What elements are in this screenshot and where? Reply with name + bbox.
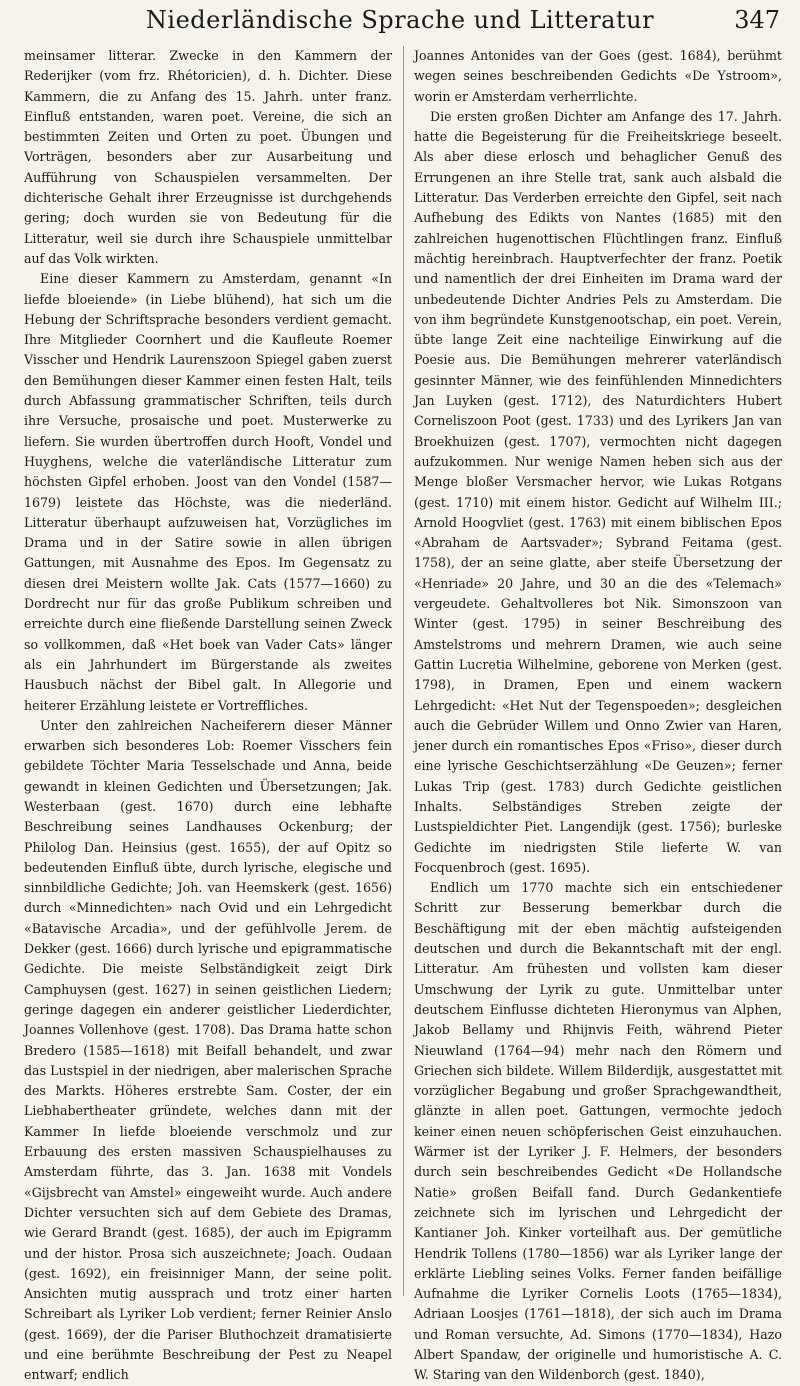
paragraph: Unter den zahlreichen Nacheiferern dieser Männer erwarben sich besonderes Lob: Roemer Visschers fein gebildete Töchter Maria Tesselschade und Anna, beide gewandt in kleinen Gedichten und Übersetzungen; Jak. Westerbaan (gest. 1670) durch eine lebhafte Beschreibung seines Landhauses Ockenburg; der Philolog Dan. Heinsius (gest. 1655), der auf Opitz so bedeutenden Einfluß übte, durch lyrische, elegische und sinnbildliche Gedichte; Joh. van Heemskerk (gest. 1656) durch «Minnedichten» nach Ovid und ein Lehrgedicht «Batavische Arcadia», und der gefühlvolle Jerem. de Dekker (gest. 1666) durch lyrische und epigrammatische Gedichte. Die meiste Selbständigkeit zeigt Dirk Camphuysen (gest. 1627) in seinen geistlichen Liedern; geringe dagegen ein anderer geistlicher Liederdichter, Joannes Vollenhove (gest. 1708). Das Drama hatte schon Bredero (1585—1618) mit Beifall behandelt, und zwar das Lustspiel in der niedrigen, aber malerischen Sprache des Markts. Höheres erstrebte Sam. Coster, der ein Liebhabertheater gründete, welches dann mit der Kammer In liefde bloeiende verschmolz und zur Erbauung des ersten massiven Schauspielhauses zu Amsterdam führte, das 3. Jan. 1638 mit Vondels «Gijsbrecht van Amstel» eingeweiht wurde. Auch andere Dichter versuchten sich auf dem Gebiete des Dramas, wie Gerard Brandt (gest. 1685), der auch im Epigramm und der histor. Prosa sich auszeichnete; Joach. Oudaan (gest. 1692), ein freisinniger Mann, der seine polit. Ansichten mutig aussprach und trotz einer harten Schreibart als Lyriker Lob verdient; ferner Reinier Anslo (gest. 1669), der die Pariser Bluthochzeit dramatisierte und eine berühmte Beschreibung der Pest zu Neapel entwarf; endlich [24,717,392,1383]
column-divider [403,46,404,1296]
page-number: 347 [734,6,780,34]
paragraph: Joannes Antonides van der Goes (gest. 1684), berühmt wegen seines beschreibenden Gedichts «De Ystroom», worin er Amsterdam verherrlichte. [414,48,782,104]
page-header [0,0,800,46]
right-column [414,46,782,1383]
paragraph: Endlich um 1770 machte sich ein entschiedener Schritt zur Besserung bemerkbar durch die Beschäftigung mit der eben mächtig aufsteigenden deutschen und durch die Bekanntschaft mit der engl. Litteratur. Am frühesten und vollsten kam dieser Umschwung der Lyrik zu gute. Unmittelbar unter deutschem Einflusse dichteten Hieronymus van Alphen, Jakob Bellamy und Rhijnvis Feith, während Pieter Nieuwland (1764—94) mehr nach den Römern und Griechen sich bildete. Willem Bilderdijk, ausgestattet mit vorzüglicher Begabung und großer Sprachgewandtheit, glänzte in allen poet. Gattungen, vermochte jedoch keiner einen neuen schöpferischen Geist einzuhauchen. Wärmer ist der Lyriker J. F. Helmers, der besonders durch sein beschreibendes Gedicht «De Hollandsche Natie» großen Beifall fand. Durch Gedankentiefe zeichnete sich im lyrischen und Lehrgedicht der Kantianer Joh. Kinker vorteilhaft aus. Der gemütliche Hendrik Tollens (1780—1856) war als Lyriker lange der erklärte Liebling seines Volks. Ferner fanden beifällige Aufnahme die Lyriker Cornelis Loots (1765—1834), Adriaan Loosjes (1761—1818), der sich auch im Drama und Roman versuchte, Ad. Simons (1770—1834), Hazo Albert Spandaw, der originelle und humoristische A. C. W. Staring van den Wildenborch (gest. 1840), [414,880,782,1383]
left-column [24,46,392,1383]
paragraph: meinsamer litterar. Zwecke in den Kammern der Rederijker (vom frz. Rhétoricien), d. h. Dichter. Diese Kammern, die zu Anfang des 15. Jahrh. unter franz. Einfluß entstanden, waren poet. Vereine, die sich an bestimmten Zeiten und Orten zu poet. Übungen und Vorträgen, besonders aber zur Ausarbeitung und Aufführung von Schauspielen versammelten. Der dichterische Gehalt ihrer Erzeugnisse ist durchgehends gering; doch wurden sie von Bedeutung für die Litteratur, weil sie durch ihre Schauspiele unmittelbar auf das Volk wirkten. [24,48,392,266]
running-title: Niederländische Sprache und Litteratur [145,6,655,34]
text-columns [24,46,782,1383]
paragraph: Die ersten großen Dichter am Anfange des 17. Jahrh. hatte die Begeisterung für die Freiheitskriege beseelt. Als aber diese erlosch und behaglicher Genuß des Errungenen an ihre Stelle trat, sank auch alsbald die Litteratur. Das Verderben erreichte den Gipfel, seit nach Aufhebung des Edikts von Nantes (1685) mit den zahlreichen hugenottischen Flüchtlingen franz. Einfluß mächtig hereinbrach. Hauptverfechter der franz. Poetik und namentlich der drei Einheiten im Drama ward der unbedeutende Dichter Andries Pels zu Amsterdam. Die von ihm begründete Kunstgenootschap, ein poet. Verein, übte lange Zeit eine nachteilige Einwirkung auf die Poesie aus. Die Bemühungen mehrerer vaterländisch gesinnter Männer, wie des feinfühlenden Minnedichters Jan Luyken (gest. 1712), des Naturdichters Hubert Corneliszoon Poot (gest. 1733) und des Lyrikers Jan van Broekhuizen (gest. 1707), vermochten nicht dagegen aufzukommen. Nur wenige Namen heben sich aus der Menge bloßer Versmacher hervor, wie Lukas Rotgans (gest. 1710) mit einem histor. Gedicht auf Wilhelm III.; Arnold Hoogvliet (gest. 1763) mit einem biblischen Epos «Abraham de Aartsvader»; Sybrand Feitama (gest. 1758), der an seine glatte, aber steife Übersetzung der «Henriade» 20 Jahre, und 30 an die des «Telemach» vergeudete. Gehaltvolleres bot Nik. Simonszoon van Winter (gest. 1795) in seiner Beschreibung des Amstelstroms und mehrern Dramen, wie auch seine Gattin Lucretia Wilhelmine, geborene von Merken (gest. 1798), in Dramen, Epen und einem wackern Lehrgedicht: «Het Nut der Tegenspoeden»; desgleichen auch die Gebrüder Willem und Onno Zwier van Haren, jener durch ein romantisches Epos «Friso», dieser durch eine lyrische Geschichtserzählung «De Geuzen»; ferner Lukas Trip (gest. 1783) durch Gedichte geistlichen Inhalts. Selbständiges Streben zeigte der Lustspieldichter Piet. Langendijk (gest. 1756); burleske Gedichte im niedrigsten Stile lieferte W. van Focquenbroch (gest. 1695). [414,108,782,875]
paragraph: Eine dieser Kammern zu Amsterdam, genannt «In liefde bloeiende» (in Liebe blühend), hat sich um die Hebung der Schriftsprache besonders verdient gemacht. Ihre Mitglieder Coornhert und die Kaufleute Roemer Visscher und Hendrik Laurenszoon Spiegel gaben zuerst den Bemühungen dieser Kammer einen festen Halt, teils durch Abfassung grammatischer Schriften, teils durch ihre Versuche, prosaische und poet. Musterwerke zu liefern. Sie wurden übertroffen durch Hooft, Vondel und Huyghens, welche die vaterländische Litteratur zum höchsten Gipfel erhoben. Joost van den Vondel (1587—1679) leistete das Höchste, was die niederländ. Litteratur überhaupt aufzuweisen hat, Vorzügliches im Drama und in der Satire sowie in allen übrigen Gattungen, mit Ausnahme des Epos. Im Gegensatz zu diesen drei Meistern wollte Jak. Cats (1577—1660) zu Dordrecht nur für das große Publikum schreiben und erreichte durch eine fließende Darstellung seinen Zweck so vollkommen, daß «Het boek van Vader Cats» länger als ein Jahrhundert im Bürgerstande als zweites Hausbuch nächst der Bibel galt. In Allegorie und heiterer Erzählung leistete er Vortreffliches. [24,271,392,713]
